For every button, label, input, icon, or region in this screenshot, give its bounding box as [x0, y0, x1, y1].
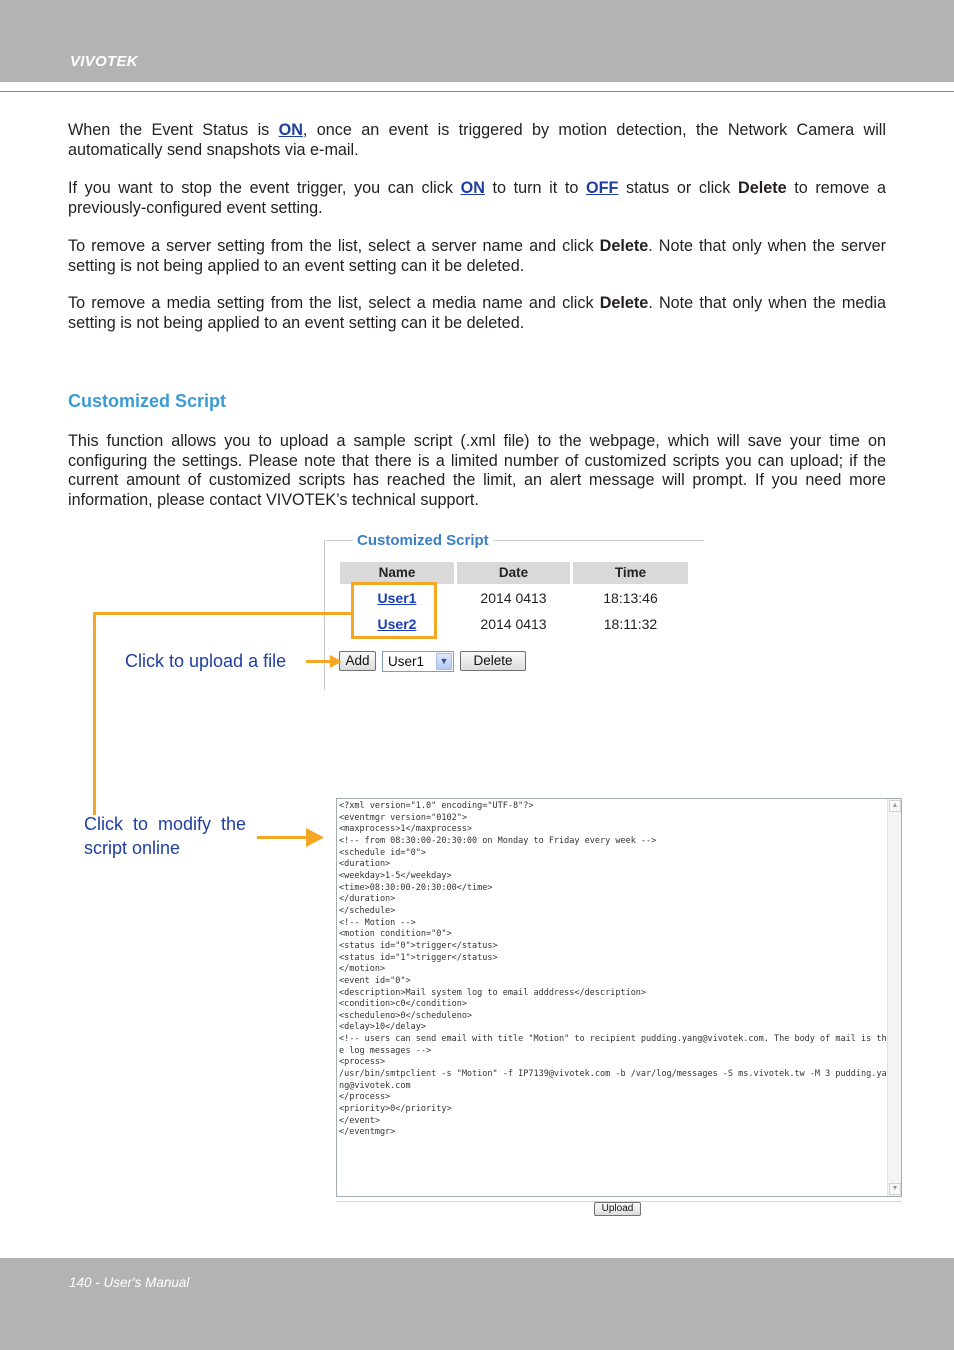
on-link[interactable]: ON [460, 179, 485, 197]
page-number: 140 - User's Manual [69, 1275, 190, 1290]
connector-line-horizontal [93, 612, 351, 615]
p1-text-post: , once an event is triggered by motion detection, the Network Camera will automatically send snapshots via e-mail. [68, 121, 886, 159]
p3-text-pre: To remove a server setting from the list, select a server name and click [68, 237, 600, 255]
script-select[interactable] [382, 651, 454, 672]
modify-callout-line1: Click to modify the [84, 814, 247, 834]
script-select-value: User1 [388, 654, 425, 669]
column-header-date: Date [457, 562, 570, 584]
script-time: 18:13:46 [603, 590, 658, 606]
delete-button[interactable]: Delete [460, 651, 526, 671]
script-editor[interactable] [336, 798, 902, 1197]
arrow-right-icon [306, 828, 324, 847]
p4-text-post: . Note that only when the media setting is not being applied to an event setting can it be deleted. [68, 294, 886, 332]
delete-term: Delete [599, 237, 649, 255]
upload-button[interactable]: Upload [594, 1202, 641, 1216]
script-name-link[interactable]: User1 [377, 590, 417, 606]
delete-term: Delete [599, 294, 649, 312]
paragraph-stop-trigger [68, 179, 886, 218]
script-content[interactable]: <?xml version="1.0" encoding="UTF-8"?> <eventmgr version="0102"> <maxprocess>1</maxprocess> <!-- from 08:30:00-20:30:00 on Monday to Friday every week --> <schedule id="0"> <duration> <weekday>1-5</weekday> <time>08:30:00-20:30:00</time> </duration> </schedule> <!-- Motion --> <motion condition="0"> <status id="0">trigger</status> <status id="1">trigger</status> </motion> <event id="0"> <description>Mail system log to email adddress</description> <condition>c0</condition> <scheduleno>0</scheduleno> <delay>10</delay> <!-- users can send email with title "Motion" to recipient pudding.yang@vivotek.com. The body of mail is the log messages --> <process> /usr/bin/smtpclient -s "Motion" -f IP7139@vivotek.com -b /var/log/messages -S ms.vivotek.tw -M 3 pudding.yang@vivotek.com </process> <priority>0</priority> </event> </eventmgr> [339, 801, 887, 1138]
section-title: Customized Script [68, 391, 227, 411]
column-header-name: Name [340, 562, 454, 584]
on-link[interactable]: ON [278, 121, 303, 139]
script-time: 18:11:32 [603, 616, 658, 632]
header-divider [0, 91, 954, 92]
p4-text-pre: To remove a media setting from the list, select a media name and click [68, 294, 600, 312]
delete-term: Delete [738, 179, 787, 197]
editor-scrollbar[interactable] [887, 799, 901, 1196]
script-date: 2014 0413 [480, 590, 547, 606]
add-button[interactable]: Add [339, 651, 376, 671]
p2-text-pre: If you want to stop the event trigger, you can click [68, 179, 461, 197]
scroll-down-icon[interactable]: ▼ [889, 1183, 901, 1195]
scroll-up-icon[interactable]: ▲ [889, 800, 901, 812]
brand-name: VIVOTEK [70, 53, 138, 70]
p2-text-post: to remove a previously-configured event setting. [68, 179, 886, 217]
off-link[interactable]: OFF [586, 179, 619, 197]
paragraph-remove-server [68, 237, 886, 276]
paragraph-event-status [68, 121, 886, 160]
upload-callout: Click to upload a file [125, 651, 287, 671]
highlight-box [351, 582, 437, 639]
script-date: 2014 0413 [480, 616, 547, 632]
chevron-down-icon[interactable]: ▼ [436, 653, 452, 670]
paragraph-remove-media [68, 294, 886, 333]
panel-border-left [324, 540, 325, 690]
page-header [0, 0, 954, 82]
modify-callout-line [257, 836, 309, 839]
column-header-time: Time [573, 562, 688, 584]
paragraph-script-intro: This function allows you to upload a sample script (.xml file) to the webpage, which will save your time on configuring the settings. Please note that there is a limited number of customized scripts you can upload; if the current amount of customized scripts has reached the limit, an alert message will prompt. If you need more information, please contact VIVOTEK’s technical support. [68, 432, 886, 509]
script-name-link[interactable]: User2 [377, 616, 417, 632]
p2-text-mid2: status or click [618, 179, 739, 197]
p2-text-mid: to turn it to [484, 179, 587, 197]
arrow-right-icon [330, 655, 342, 668]
modify-callout-line2: script online [84, 838, 181, 858]
p1-text-pre: When the Event Status is [68, 121, 279, 139]
connector-line-vertical [93, 612, 96, 815]
page-footer [0, 1258, 954, 1350]
p3-text-post: . Note that only when the server setting is not being applied to an event setting can it be deleted. [68, 237, 887, 275]
panel-legend: Customized Script [353, 532, 493, 549]
